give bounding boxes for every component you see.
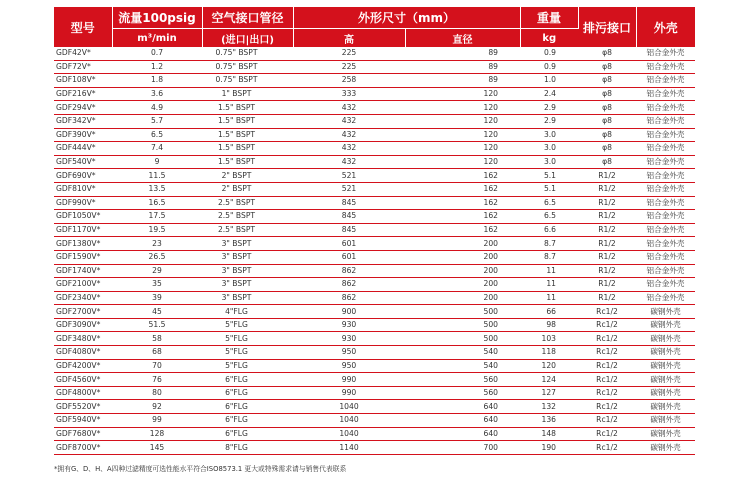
cell-flow: 5.7 xyxy=(112,114,202,128)
cell-connection: 2" BSPT xyxy=(202,169,293,183)
cell-drain: R1/2 xyxy=(578,196,636,210)
cell-height: 432 xyxy=(293,155,405,169)
cell-height: 930 xyxy=(293,318,405,332)
cell-shell: 碳钢外壳 xyxy=(636,400,695,414)
cell-connection: 5"FLG xyxy=(202,359,293,373)
table-row xyxy=(54,101,695,115)
cell-weight: 8.7 xyxy=(520,250,578,264)
cell-weight: 2.9 xyxy=(520,114,578,128)
cell-diameter: 120 xyxy=(405,128,520,142)
cell-drain: φ8 xyxy=(578,114,636,128)
cell-height: 950 xyxy=(293,359,405,373)
table-row xyxy=(54,264,695,278)
cell-shell: 铝合金外壳 xyxy=(636,237,695,251)
cell-weight: 136 xyxy=(520,414,578,428)
cell-diameter: 540 xyxy=(405,346,520,360)
cell-connection: 1.5" BSPT xyxy=(202,101,293,115)
cell-shell: 铝合金外壳 xyxy=(636,223,695,237)
table-row xyxy=(54,250,695,264)
table-row xyxy=(54,441,695,455)
cell-height: 1040 xyxy=(293,414,405,428)
cell-connection: 6"FLG xyxy=(202,414,293,428)
cell-drain: Rc1/2 xyxy=(578,359,636,373)
cell-flow: 1.2 xyxy=(112,60,202,74)
cell-drain: Rc1/2 xyxy=(578,400,636,414)
cell-model: GDF390V* xyxy=(54,128,112,142)
header-weight-unit: kg xyxy=(520,29,578,48)
cell-model: GDF8700V* xyxy=(54,441,112,455)
cell-drain: φ8 xyxy=(578,128,636,142)
cell-height: 930 xyxy=(293,332,405,346)
cell-height: 225 xyxy=(293,60,405,74)
cell-drain: R1/2 xyxy=(578,237,636,251)
table-row xyxy=(54,74,695,88)
table-row xyxy=(54,278,695,292)
cell-diameter: 500 xyxy=(405,332,520,346)
table-row xyxy=(54,182,695,196)
footnote: *拥有G、D、H、A四种过滤精度可选性能水平符合ISO8573.1 更大或特殊需求请与销售代表联系 xyxy=(54,465,347,473)
table-row xyxy=(54,196,695,210)
cell-diameter: 200 xyxy=(405,237,520,251)
cell-drain: Rc1/2 xyxy=(578,427,636,441)
cell-flow: 80 xyxy=(112,386,202,400)
cell-drain: R1/2 xyxy=(578,250,636,264)
table-row xyxy=(54,359,695,373)
cell-height: 432 xyxy=(293,114,405,128)
cell-model: GDF216V* xyxy=(54,87,112,101)
cell-connection: 1.5" BSPT xyxy=(202,114,293,128)
cell-drain: R1/2 xyxy=(578,278,636,292)
cell-flow: 58 xyxy=(112,332,202,346)
cell-model: GDF3090V* xyxy=(54,318,112,332)
cell-shell: 铝合金外壳 xyxy=(636,128,695,142)
cell-connection: 8"FLG xyxy=(202,441,293,455)
cell-connection: 0.75" BSPT xyxy=(202,47,293,60)
cell-model: GDF1050V* xyxy=(54,210,112,224)
table-row xyxy=(54,346,695,360)
cell-drain: φ8 xyxy=(578,74,636,88)
cell-diameter: 162 xyxy=(405,169,520,183)
cell-drain: R1/2 xyxy=(578,291,636,305)
cell-diameter: 162 xyxy=(405,182,520,196)
cell-connection: 5"FLG xyxy=(202,346,293,360)
cell-diameter: 500 xyxy=(405,305,520,319)
cell-shell: 铝合金外壳 xyxy=(636,182,695,196)
cell-connection: 0.75" BSPT xyxy=(202,60,293,74)
cell-weight: 11 xyxy=(520,278,578,292)
cell-height: 990 xyxy=(293,386,405,400)
cell-shell: 铝合金外壳 xyxy=(636,210,695,224)
cell-connection: 3" BSPT xyxy=(202,237,293,251)
cell-height: 845 xyxy=(293,196,405,210)
header-height: 高 xyxy=(293,29,405,48)
cell-drain: Rc1/2 xyxy=(578,332,636,346)
cell-height: 258 xyxy=(293,74,405,88)
cell-height: 1040 xyxy=(293,400,405,414)
cell-drain: φ8 xyxy=(578,60,636,74)
cell-diameter: 560 xyxy=(405,386,520,400)
cell-drain: φ8 xyxy=(578,155,636,169)
header-connection-sub: (进口|出口) xyxy=(202,29,293,48)
cell-connection: 1" BSPT xyxy=(202,87,293,101)
cell-shell: 碳钢外壳 xyxy=(636,305,695,319)
cell-connection: 6"FLG xyxy=(202,427,293,441)
cell-drain: R1/2 xyxy=(578,264,636,278)
cell-height: 950 xyxy=(293,346,405,360)
table-row xyxy=(54,386,695,400)
cell-height: 432 xyxy=(293,142,405,156)
cell-model: GDF4800V* xyxy=(54,386,112,400)
cell-height: 900 xyxy=(293,305,405,319)
cell-height: 601 xyxy=(293,250,405,264)
cell-shell: 铝合金外壳 xyxy=(636,74,695,88)
cell-weight: 11 xyxy=(520,264,578,278)
cell-weight: 148 xyxy=(520,427,578,441)
header-model: 型号 xyxy=(54,7,112,47)
cell-connection: 6"FLG xyxy=(202,400,293,414)
cell-model: GDF42V* xyxy=(54,47,112,60)
cell-diameter: 700 xyxy=(405,441,520,455)
table-row xyxy=(54,332,695,346)
cell-shell: 铝合金外壳 xyxy=(636,101,695,115)
table-row xyxy=(54,155,695,169)
cell-flow: 17.5 xyxy=(112,210,202,224)
cell-height: 1140 xyxy=(293,441,405,455)
cell-weight: 3.0 xyxy=(520,155,578,169)
cell-weight: 2.9 xyxy=(520,101,578,115)
cell-flow: 51.5 xyxy=(112,318,202,332)
cell-connection: 2.5" BSPT xyxy=(202,223,293,237)
cell-connection: 5"FLG xyxy=(202,318,293,332)
cell-diameter: 120 xyxy=(405,155,520,169)
cell-flow: 76 xyxy=(112,373,202,387)
cell-drain: Rc1/2 xyxy=(578,318,636,332)
cell-weight: 8.7 xyxy=(520,237,578,251)
cell-model: GDF4200V* xyxy=(54,359,112,373)
cell-model: GDF1380V* xyxy=(54,237,112,251)
cell-model: GDF990V* xyxy=(54,196,112,210)
cell-weight: 0.9 xyxy=(520,47,578,60)
header-dimensions: 外形尺寸（mm） xyxy=(293,7,520,29)
cell-height: 862 xyxy=(293,278,405,292)
cell-diameter: 640 xyxy=(405,400,520,414)
spec-table-container xyxy=(54,7,695,455)
cell-model: GDF2340V* xyxy=(54,291,112,305)
cell-height: 432 xyxy=(293,128,405,142)
cell-weight: 11 xyxy=(520,291,578,305)
cell-weight: 6.6 xyxy=(520,223,578,237)
table-row xyxy=(54,291,695,305)
cell-model: GDF1590V* xyxy=(54,250,112,264)
cell-drain: Rc1/2 xyxy=(578,441,636,455)
cell-drain: R1/2 xyxy=(578,210,636,224)
cell-height: 432 xyxy=(293,101,405,115)
cell-flow: 29 xyxy=(112,264,202,278)
cell-weight: 66 xyxy=(520,305,578,319)
table-row xyxy=(54,87,695,101)
header-diameter: 直径 xyxy=(405,29,520,48)
table-row xyxy=(54,400,695,414)
cell-height: 845 xyxy=(293,223,405,237)
cell-flow: 6.5 xyxy=(112,128,202,142)
cell-diameter: 540 xyxy=(405,359,520,373)
cell-height: 601 xyxy=(293,237,405,251)
cell-diameter: 89 xyxy=(405,47,520,60)
cell-flow: 4.9 xyxy=(112,101,202,115)
cell-connection: 6"FLG xyxy=(202,386,293,400)
cell-drain: φ8 xyxy=(578,142,636,156)
cell-height: 521 xyxy=(293,169,405,183)
cell-drain: Rc1/2 xyxy=(578,346,636,360)
cell-model: GDF108V* xyxy=(54,74,112,88)
cell-weight: 5.1 xyxy=(520,182,578,196)
cell-flow: 128 xyxy=(112,427,202,441)
cell-shell: 碳钢外壳 xyxy=(636,318,695,332)
cell-drain: φ8 xyxy=(578,47,636,60)
cell-diameter: 500 xyxy=(405,318,520,332)
cell-connection: 3" BSPT xyxy=(202,250,293,264)
cell-model: GDF3480V* xyxy=(54,332,112,346)
cell-connection: 4"FLG xyxy=(202,305,293,319)
cell-height: 845 xyxy=(293,210,405,224)
cell-model: GDF444V* xyxy=(54,142,112,156)
cell-shell: 铝合金外壳 xyxy=(636,291,695,305)
header-shell: 外壳 xyxy=(636,7,695,47)
cell-connection: 6"FLG xyxy=(202,373,293,387)
cell-model: GDF5520V* xyxy=(54,400,112,414)
table-row xyxy=(54,223,695,237)
cell-model: GDF2700V* xyxy=(54,305,112,319)
table-row xyxy=(54,318,695,332)
cell-diameter: 200 xyxy=(405,264,520,278)
table-row xyxy=(54,47,695,60)
cell-weight: 124 xyxy=(520,373,578,387)
cell-connection: 1.5" BSPT xyxy=(202,155,293,169)
cell-model: GDF342V* xyxy=(54,114,112,128)
cell-model: GDF5940V* xyxy=(54,414,112,428)
header-weight: 重量 xyxy=(520,7,578,29)
cell-shell: 碳钢外壳 xyxy=(636,414,695,428)
cell-shell: 铝合金外壳 xyxy=(636,155,695,169)
table-row xyxy=(54,142,695,156)
cell-flow: 35 xyxy=(112,278,202,292)
cell-flow: 70 xyxy=(112,359,202,373)
cell-connection: 3" BSPT xyxy=(202,278,293,292)
cell-drain: R1/2 xyxy=(578,182,636,196)
cell-height: 1040 xyxy=(293,427,405,441)
cell-model: GDF4080V* xyxy=(54,346,112,360)
cell-diameter: 120 xyxy=(405,87,520,101)
cell-shell: 碳钢外壳 xyxy=(636,386,695,400)
cell-flow: 11.5 xyxy=(112,169,202,183)
cell-diameter: 120 xyxy=(405,114,520,128)
cell-model: GDF4560V* xyxy=(54,373,112,387)
cell-diameter: 89 xyxy=(405,60,520,74)
cell-weight: 6.5 xyxy=(520,210,578,224)
cell-shell: 铝合金外壳 xyxy=(636,264,695,278)
header-connection: 空气接口管径 xyxy=(202,7,293,29)
cell-drain: R1/2 xyxy=(578,223,636,237)
cell-diameter: 162 xyxy=(405,196,520,210)
cell-connection: 3" BSPT xyxy=(202,264,293,278)
table-row xyxy=(54,60,695,74)
cell-model: GDF72V* xyxy=(54,60,112,74)
cell-weight: 0.9 xyxy=(520,60,578,74)
table-row xyxy=(54,169,695,183)
spec-table xyxy=(54,7,695,455)
cell-flow: 99 xyxy=(112,414,202,428)
cell-drain: R1/2 xyxy=(578,169,636,183)
cell-flow: 145 xyxy=(112,441,202,455)
cell-height: 333 xyxy=(293,87,405,101)
cell-height: 225 xyxy=(293,47,405,60)
cell-shell: 碳钢外壳 xyxy=(636,373,695,387)
cell-flow: 9 xyxy=(112,155,202,169)
cell-height: 862 xyxy=(293,264,405,278)
header-drain: 排污接口 xyxy=(578,7,636,47)
cell-weight: 103 xyxy=(520,332,578,346)
cell-drain: Rc1/2 xyxy=(578,414,636,428)
cell-flow: 92 xyxy=(112,400,202,414)
cell-diameter: 200 xyxy=(405,291,520,305)
spec-table-body xyxy=(54,47,695,454)
table-row xyxy=(54,237,695,251)
cell-weight: 3.0 xyxy=(520,128,578,142)
cell-weight: 127 xyxy=(520,386,578,400)
header-flow: 流量100psig xyxy=(112,7,202,29)
cell-flow: 7.4 xyxy=(112,142,202,156)
cell-model: GDF690V* xyxy=(54,169,112,183)
cell-connection: 2.5" BSPT xyxy=(202,196,293,210)
cell-weight: 132 xyxy=(520,400,578,414)
cell-drain: Rc1/2 xyxy=(578,305,636,319)
cell-shell: 铝合金外壳 xyxy=(636,250,695,264)
table-row xyxy=(54,373,695,387)
cell-shell: 铝合金外壳 xyxy=(636,60,695,74)
table-row xyxy=(54,414,695,428)
cell-height: 862 xyxy=(293,291,405,305)
cell-shell: 铝合金外壳 xyxy=(636,196,695,210)
cell-shell: 碳钢外壳 xyxy=(636,427,695,441)
table-row xyxy=(54,114,695,128)
header-flow-unit: m³/min xyxy=(112,29,202,48)
cell-diameter: 120 xyxy=(405,142,520,156)
cell-shell: 碳钢外壳 xyxy=(636,332,695,346)
cell-shell: 铝合金外壳 xyxy=(636,47,695,60)
cell-shell: 碳钢外壳 xyxy=(636,441,695,455)
cell-connection: 0.75" BSPT xyxy=(202,74,293,88)
cell-shell: 碳钢外壳 xyxy=(636,359,695,373)
cell-model: GDF2100V* xyxy=(54,278,112,292)
cell-flow: 68 xyxy=(112,346,202,360)
cell-diameter: 162 xyxy=(405,223,520,237)
table-row xyxy=(54,427,695,441)
cell-diameter: 640 xyxy=(405,414,520,428)
cell-flow: 3.6 xyxy=(112,87,202,101)
cell-model: GDF540V* xyxy=(54,155,112,169)
cell-model: GDF1170V* xyxy=(54,223,112,237)
cell-weight: 5.1 xyxy=(520,169,578,183)
cell-diameter: 200 xyxy=(405,250,520,264)
cell-flow: 39 xyxy=(112,291,202,305)
cell-height: 990 xyxy=(293,373,405,387)
cell-weight: 98 xyxy=(520,318,578,332)
cell-weight: 118 xyxy=(520,346,578,360)
cell-flow: 16.5 xyxy=(112,196,202,210)
cell-model: GDF1740V* xyxy=(54,264,112,278)
cell-drain: Rc1/2 xyxy=(578,386,636,400)
cell-shell: 碳钢外壳 xyxy=(636,346,695,360)
cell-diameter: 560 xyxy=(405,373,520,387)
cell-connection: 2.5" BSPT xyxy=(202,210,293,224)
table-row xyxy=(54,210,695,224)
cell-connection: 1.5" BSPT xyxy=(202,128,293,142)
cell-diameter: 120 xyxy=(405,101,520,115)
table-row xyxy=(54,128,695,142)
cell-diameter: 89 xyxy=(405,74,520,88)
table-row xyxy=(54,305,695,319)
cell-model: GDF810V* xyxy=(54,182,112,196)
cell-height: 521 xyxy=(293,182,405,196)
cell-weight: 1.0 xyxy=(520,74,578,88)
cell-connection: 2" BSPT xyxy=(202,182,293,196)
cell-flow: 0.7 xyxy=(112,47,202,60)
cell-connection: 5"FLG xyxy=(202,332,293,346)
cell-flow: 45 xyxy=(112,305,202,319)
cell-shell: 铝合金外壳 xyxy=(636,278,695,292)
cell-flow: 19.5 xyxy=(112,223,202,237)
cell-diameter: 640 xyxy=(405,427,520,441)
cell-model: GDF294V* xyxy=(54,101,112,115)
cell-weight: 3.0 xyxy=(520,142,578,156)
cell-flow: 13.5 xyxy=(112,182,202,196)
cell-shell: 铝合金外壳 xyxy=(636,142,695,156)
cell-shell: 铝合金外壳 xyxy=(636,87,695,101)
cell-weight: 6.5 xyxy=(520,196,578,210)
cell-connection: 3" BSPT xyxy=(202,291,293,305)
cell-connection: 1.5" BSPT xyxy=(202,142,293,156)
cell-weight: 190 xyxy=(520,441,578,455)
cell-drain: φ8 xyxy=(578,101,636,115)
cell-shell: 铝合金外壳 xyxy=(636,114,695,128)
cell-weight: 120 xyxy=(520,359,578,373)
cell-diameter: 162 xyxy=(405,210,520,224)
cell-flow: 1.8 xyxy=(112,74,202,88)
cell-model: GDF7680V* xyxy=(54,427,112,441)
cell-weight: 2.4 xyxy=(520,87,578,101)
cell-drain: Rc1/2 xyxy=(578,373,636,387)
cell-shell: 铝合金外壳 xyxy=(636,169,695,183)
cell-flow: 23 xyxy=(112,237,202,251)
cell-flow: 26.5 xyxy=(112,250,202,264)
cell-drain: φ8 xyxy=(578,87,636,101)
header-row-1 xyxy=(54,7,695,29)
cell-diameter: 200 xyxy=(405,278,520,292)
